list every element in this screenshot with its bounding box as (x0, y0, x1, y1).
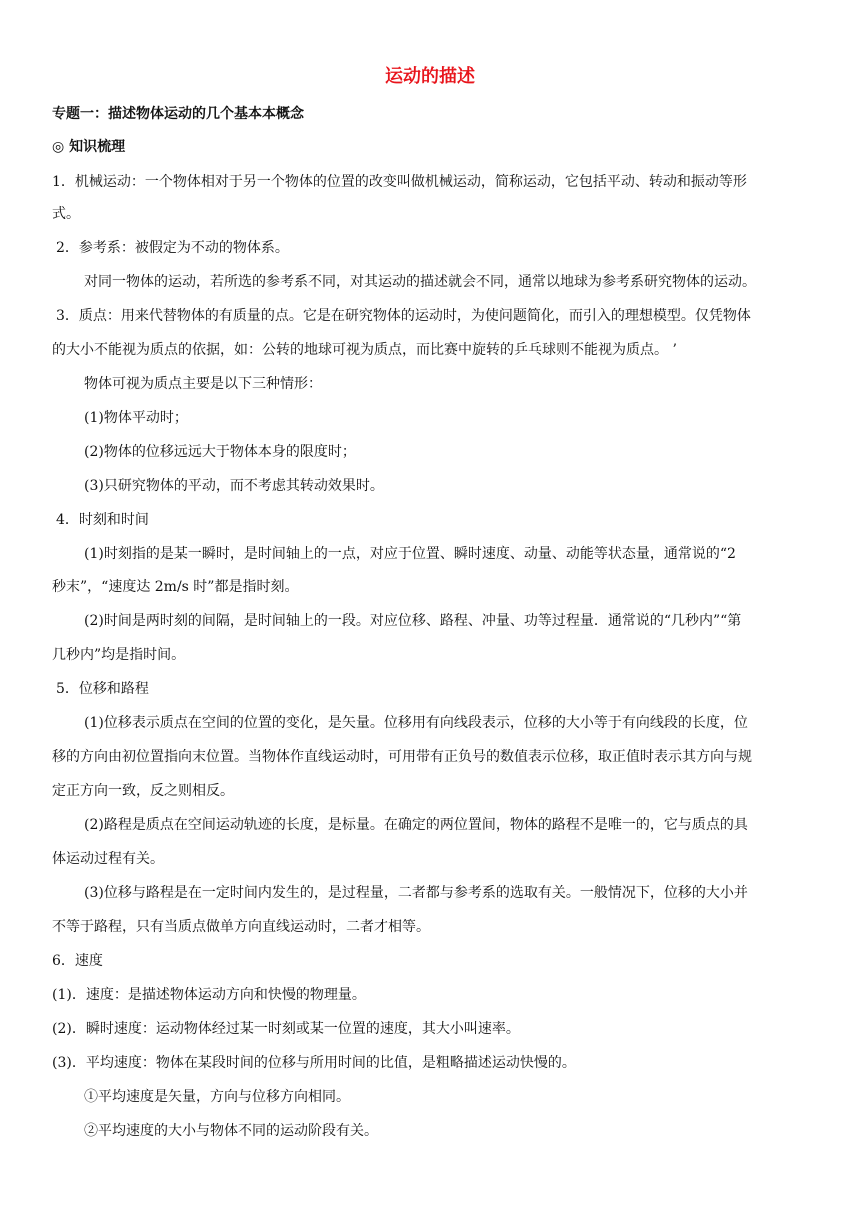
text-line: 6．速度 (52, 953, 103, 969)
text-line: ①平均速度是矢量，方向与位移方向相同。 (84, 1089, 350, 1105)
text-line: 3．质点：用来代替物体的有质量的点。它是在研究物体的运动时，为使问题简化，而引入的理想模型。仅凭物体 (56, 308, 751, 324)
text-line: (1)时刻指的是某一瞬时，是时间轴上的一点，对应于位置、瞬时速度、动量、动能等状态量，通常说的“2 (84, 546, 736, 562)
text-line: (2)路程是质点在空间运动轨迹的长度，是标量。在确定的两位置间，物体的路程不是唯一的，它与质点的具 (84, 817, 748, 833)
text-line: 2．参考系：被假定为不动的物体系。 (56, 240, 289, 256)
text-line: (2)时间是两时刻的间隔，是时间轴上的一段。对应位移、路程、冲量、功等过程量．通常说的“几秒内”“第 (84, 613, 742, 629)
text-line: (2)．瞬时速度：运动物体经过某一时刻或某一位置的速度，其大小叫速率。 (52, 1021, 520, 1037)
page-title: 运动的描述 (385, 66, 475, 87)
text-line: (3)只研究物体的平动，而不考虑其转动效果时。 (84, 478, 384, 494)
text-line: ②平均速度的大小与物体不同的运动阶段有关。 (84, 1123, 378, 1139)
text-line: 体运动过程有关。 (52, 851, 164, 867)
text-line: 5．位移和路程 (56, 681, 149, 697)
topic-heading: 专题一：描述物体运动的几个基本本概念 (52, 106, 304, 122)
text-line: 几秒内”均是指时间。 (52, 647, 186, 663)
text-line: (3)．平均速度：物体在某段时间的位移与所用时间的比值，是粗略描述运动快慢的。 (52, 1055, 576, 1071)
text-line: 定正方向一致，反之则相反。 (52, 783, 234, 799)
text-line: (3)位移与路程是在一定时间内发生的，是过程量，二者都与参考系的选取有关。一般情况下，位移的大小并 (84, 885, 748, 901)
text-line: 不等于路程，只有当质点做单方向直线运动时，二者才相等。 (52, 919, 430, 935)
text-line: (2)物体的位移远远大于物体本身的限度时； (84, 444, 356, 460)
text-line: (1)．速度：是描述物体运动方向和快慢的物理量。 (52, 987, 366, 1003)
text-line: 的大小不能视为质点的依据，如：公转的地球可视为质点，而比赛中旋转的乒乓球则不能视为质点。 ’ (52, 342, 677, 358)
text-line: 对同一物体的运动，若所选的参考系不同，对其运动的描述就会不同，通常以地球为参考系研究物体的运动。 (84, 274, 756, 290)
text-line: (1)物体平动时； (84, 410, 188, 426)
section-heading: ◎ 知识梳理 (52, 139, 126, 155)
text-line: 物体可视为质点主要是以下三种情形： (84, 376, 322, 392)
text-line: 4．时刻和时间 (56, 512, 149, 528)
text-line: 1．机械运动：一个物体相对于另一个物体的位置的改变叫做机械运动，简称运动，它包括平动、转动和振动等形 (52, 174, 747, 190)
text-line: 秒末”，“速度达 2m/s 时”都是指时刻。 (52, 579, 299, 595)
text-line: 式。 (52, 206, 80, 222)
text-line: 移的方向由初位置指向末位置。当物体作直线运动时，可用带有正负号的数值表示位移，取正值时表示其方向与规 (52, 749, 752, 765)
text-line: (1)位移表示质点在空间的位置的变化，是矢量。位移用有向线段表示，位移的大小等于有向线段的长度，位 (84, 715, 748, 731)
